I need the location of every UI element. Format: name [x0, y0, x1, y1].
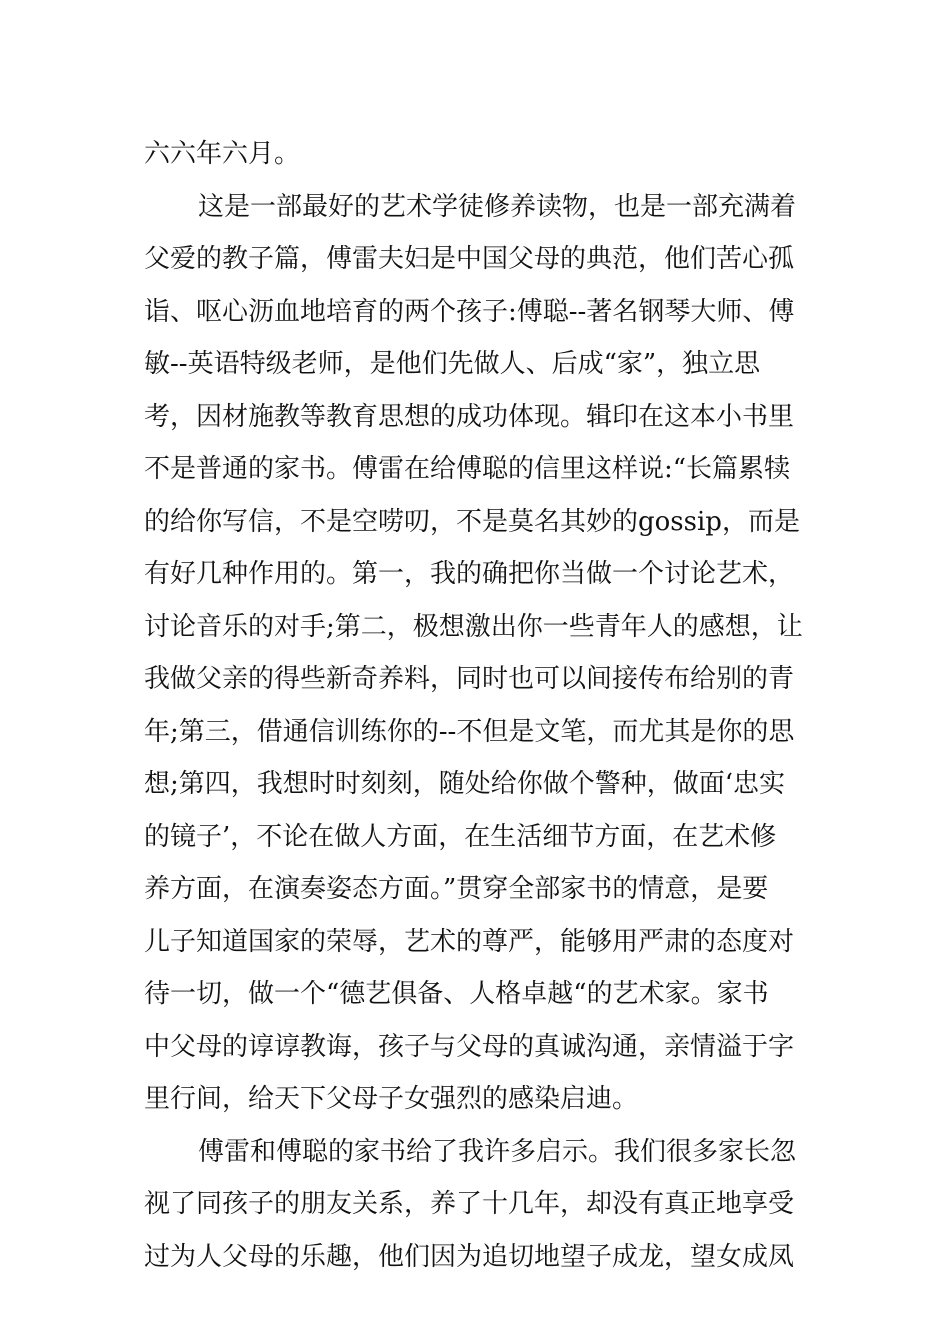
text-line: 六六年六月。: [144, 139, 301, 169]
text-line: 年;第三，借通信训练你的--不但是文笔，而尤其是你的思: [144, 716, 795, 747]
text-line: 中父母的谆谆教诲，孩子与父母的真诚沟通，亲情溢于字: [144, 1031, 795, 1062]
text-line: 敏--英语特级老师，是他们先做人、后成“家”，独立思: [144, 349, 761, 379]
text-line: 想;第四，我想时时刻刻，随处给你做个警种，做面‘忠实: [144, 769, 786, 799]
text-line: 的给你写信，不是空唠叨，不是莫名其妙的gossip，而是: [144, 506, 800, 537]
text-line: 儿子知道国家的荣辱，艺术的尊严，能够用严肃的态度对: [144, 926, 795, 957]
text-line: 我做父亲的得些新奇养料，同时也可以间接传布给别的青: [144, 664, 795, 694]
text-line: 待一切，做一个“德艺俱备、人格卓越“的艺术家。家书: [144, 979, 769, 1009]
text-line: 养方面，在演奏姿态方面。”贯穿全部家书的情意，是要: [144, 874, 769, 904]
text-line: 讨论音乐的对手;第二，极想激出你一些青年人的感想，让: [144, 611, 803, 642]
paragraph-first-line: 傅雷和傅聪的家书给了我许多启示。我们很多家长忽: [198, 1136, 797, 1167]
body-text: [144, 128, 814, 1283]
paragraph-first-line: 这是一部最好的艺术学徒修养读物，也是一部充满着: [198, 191, 797, 222]
text-line: 有好几种作用的。第一，我的确把你当做一个讨论艺术，: [144, 559, 795, 589]
text-line: 里行间，给天下父母子女强烈的感染启迪。: [144, 1084, 639, 1114]
text-line: 不是普通的家书。傅雷在给傅聪的信里这样说:“长篇累犊: [144, 454, 791, 484]
text-line: 父爱的教子篇，傅雷夫妇是中国父母的典范，他们苦心孤: [144, 244, 795, 274]
text-line: 的镜子’，不论在做人方面，在生活细节方面，在艺术修: [144, 821, 777, 852]
text-line: 视了同孩子的朋友关系，养了十几年，却没有真正地享受: [144, 1189, 795, 1219]
text-line: 考，因材施教等教育思想的成功体现。辑印在这本小书里: [144, 401, 795, 432]
text-line: 诣、呕心沥血地培育的两个孩子:傅聪--著名钢琴大师、傅: [144, 296, 795, 327]
text-line: 过为人父母的乐趣，他们因为追切地望子成龙，望女成凤: [144, 1241, 795, 1272]
